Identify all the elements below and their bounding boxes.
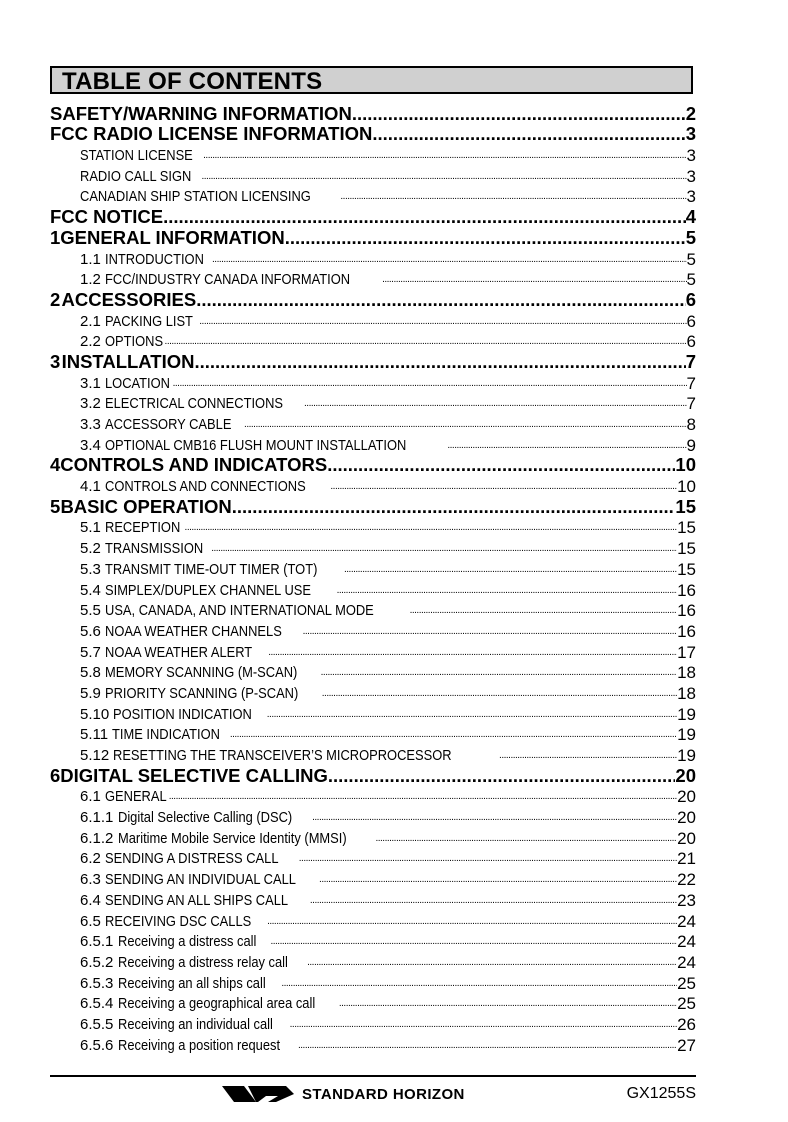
toc-entry-number: 5.5 [80, 602, 101, 620]
toc-entry-number: 6.1.2 [80, 829, 114, 847]
toc-entry-title: PACKING LIST [105, 312, 193, 330]
toc-entry-number: 6.3 [80, 871, 101, 889]
toc-entry-title: PRIORITY SCANNING (P-SCAN) [105, 684, 299, 702]
toc-entry[interactable] [50, 641, 696, 662]
toc-entry-page: 25 [677, 994, 696, 1014]
toc-leader-dots [303, 623, 677, 641]
toc-leader-dots [337, 582, 678, 600]
toc-leader-dots [307, 954, 677, 972]
toc-entry[interactable] [50, 662, 696, 683]
toc-entry-number: 6.5.3 [80, 974, 114, 992]
toc-leader-dots [375, 830, 677, 848]
toc-entry-number: 1.1 [80, 250, 101, 268]
toc-entry-title: ELECTRICAL CONNECTIONS [105, 395, 284, 413]
page-title: TABLE OF CONTENTS [62, 68, 323, 95]
brand-name: STANDARD HORIZON [302, 1085, 465, 1103]
toc-entry[interactable] [50, 579, 696, 600]
toc-leader-dots [201, 168, 686, 186]
toc-entry[interactable] [50, 868, 696, 889]
toc-leader-dots [312, 809, 677, 827]
toc-leader-dots [382, 271, 686, 289]
toc-entry-page: 18 [677, 663, 696, 683]
toc-entry[interactable] [50, 227, 696, 248]
toc-entry-page: 21 [677, 849, 696, 869]
toc-entry[interactable] [50, 703, 696, 724]
toc-entry[interactable] [50, 517, 696, 538]
toc-entry-title: Receiving a distress call [117, 933, 256, 951]
toc-entry[interactable] [50, 496, 696, 517]
toc-leader-dots [410, 602, 678, 620]
toc-entry-title: ACCESSORIES [61, 288, 197, 310]
toc-entry-title: CANADIAN SHIP STATION LICENSING [80, 188, 311, 206]
toc-entry[interactable] [50, 289, 696, 310]
toc-entry-page: 3 [686, 146, 696, 166]
toc-entry[interactable] [50, 413, 696, 434]
toc-entry-page: 3 [685, 123, 696, 145]
toc-entry[interactable] [50, 744, 696, 765]
toc-leader-dots [447, 437, 686, 455]
toc-entry[interactable] [50, 931, 696, 952]
toc-entry-title: SENDING A DISTRESS CALL [105, 850, 279, 868]
toc-leader-dots [268, 644, 677, 662]
toc-leader-dots [499, 747, 677, 765]
toc-entry-page: 5 [686, 249, 696, 269]
toc-entry-page: 10 [677, 477, 696, 497]
toc-entry-page: 26 [677, 1014, 696, 1034]
toc-entry-title: RADIO CALL SIGN [80, 167, 192, 185]
toc-entry-number: 6.5.1 [80, 933, 114, 951]
toc-leader-dots [212, 251, 687, 269]
toc-leader-dots [298, 1037, 677, 1055]
toc-entry[interactable] [50, 455, 696, 476]
toc-entry-title: INSTALLATION [61, 350, 195, 372]
toc-leader-dots [328, 766, 676, 786]
toc-entry[interactable] [50, 144, 696, 165]
toc-entry-page: 3 [686, 187, 696, 207]
toc-leader-dots [372, 124, 685, 144]
toc-entry-title: CONTROLS AND INDICATORS [60, 454, 328, 476]
toc-entry[interactable] [50, 682, 696, 703]
toc-entry[interactable] [50, 827, 696, 848]
toc-entry[interactable] [50, 393, 696, 414]
toc-entry-page: 27 [677, 1035, 696, 1055]
toc-entry-title: Digital Selective Calling (DSC) [117, 809, 292, 827]
toc-leader-dots [169, 788, 677, 806]
toc-entry-number: 3 [50, 350, 61, 372]
toc-entry[interactable] [50, 206, 696, 227]
toc-entry-title: NOAA WEATHER ALERT [105, 643, 253, 661]
toc-entry-number: 5.3 [80, 560, 101, 578]
toc-entry-title: RESETTING THE TRANSCEIVER’S MICROPROCESSOR [113, 747, 452, 764]
toc-entry-number: 6.5.4 [80, 995, 114, 1013]
toc-entry[interactable] [50, 806, 696, 827]
toc-entry-title: LOCATION [105, 374, 171, 392]
toc-entry-page: 15 [677, 559, 696, 579]
toc-leader-dots [211, 540, 677, 558]
toc-entry-title: SIMPLEX/DUPLEX CHANNEL USE [105, 581, 312, 599]
toc-entry-number: 5.8 [80, 664, 101, 682]
toc-entry-title: SENDING AN INDIVIDUAL CALL [105, 871, 296, 889]
toc-entry-page: 24 [677, 911, 696, 931]
toc-leader-dots [339, 995, 677, 1013]
toc-entry-number: 5.6 [80, 622, 101, 640]
toc-entry-number: 3.4 [80, 436, 101, 454]
toc-entry-title: Receiving an all ships call [117, 974, 266, 992]
toc-entry-page: 15 [677, 518, 696, 538]
toc-entry-number: 6.1.1 [80, 809, 114, 827]
toc-entry-number: 4 [50, 454, 61, 476]
toc-entry-page: 24 [677, 932, 696, 952]
toc-entry-number: 2.2 [80, 333, 101, 351]
toc-entry-title: FCC NOTICE [50, 206, 164, 228]
toc-leader-dots [322, 685, 677, 703]
toc-entry-number: 6.1 [80, 788, 101, 806]
toc-entry-number: 6 [50, 764, 61, 786]
toc-leader-dots [299, 850, 677, 868]
toc-entry-page: 5 [686, 270, 696, 290]
toc-entry-title: RECEIVING DSC CALLS [105, 912, 252, 930]
toc-entry[interactable] [50, 186, 696, 207]
toc-entry[interactable] [50, 786, 696, 807]
toc-leader-dots [194, 352, 685, 372]
toc-entry-title: Maritime Mobile Service Identity (MMSI) [117, 829, 347, 847]
toc-entry[interactable] [50, 765, 696, 786]
model-number: GX1255S [626, 1085, 696, 1102]
toc-leader-dots [270, 933, 677, 951]
toc-entry-title: SAFETY/WARNING INFORMATION [50, 102, 352, 124]
toc-entry[interactable] [50, 972, 696, 993]
toc-entry[interactable] [50, 910, 696, 931]
toc-entry-page: 19 [677, 746, 696, 765]
toc-entry[interactable] [50, 124, 696, 145]
toc-entry-page: 15 [675, 495, 696, 517]
toc-entry-number: 4.1 [80, 478, 101, 496]
standard-horizon-logo-icon [222, 1084, 294, 1104]
toc-entry-page: 3 [686, 166, 696, 186]
toc-entry-title: USA, CANADA, AND INTERNATIONAL MODE [105, 602, 374, 620]
toc-entry[interactable] [50, 269, 696, 290]
toc-entry-title: INTRODUCTION [105, 250, 204, 268]
toc-entry-page: 8 [686, 415, 696, 434]
toc-entry-title: RECEPTION [105, 519, 181, 537]
toc-entry-page: 19 [677, 725, 696, 745]
toc-entry-page: 20 [677, 787, 696, 807]
toc-entry-page: 7 [685, 350, 696, 372]
toc-entry-number: 3.2 [80, 395, 101, 413]
toc-entry-title: GENERAL INFORMATION [60, 226, 285, 248]
toc-leader-dots [310, 892, 677, 910]
toc-entry[interactable] [50, 620, 696, 641]
footer-divider [50, 1075, 696, 1077]
toc-entry-page: 23 [677, 890, 696, 910]
toc-entry-number: 3.3 [80, 416, 101, 433]
toc-entry-page: 20 [677, 808, 696, 828]
toc-entry-page: 2 [685, 102, 696, 124]
toc-entry[interactable] [50, 537, 696, 558]
toc-entry[interactable] [50, 434, 696, 455]
toc-entry-page: 22 [677, 870, 696, 890]
toc-entry[interactable] [50, 848, 696, 869]
toc-entry-page: 24 [677, 952, 696, 972]
toc-entry-page: 19 [677, 704, 696, 724]
toc-entry[interactable] [50, 558, 696, 579]
toc-entry-title: FCC RADIO LICENSE INFORMATION [50, 123, 373, 145]
toc-entry-title: Receiving a distress relay call [117, 953, 288, 971]
toc-entry-number: 6.5.6 [80, 1036, 114, 1054]
toc-leader-dots [285, 228, 686, 248]
toc-entry-page: 16 [677, 580, 696, 600]
toc-entry-number: 5.10 [80, 705, 110, 723]
toc-leader-dots [321, 664, 677, 682]
toc-entry-page: 20 [677, 828, 696, 848]
toc-entry-title: TIME INDICATION [112, 726, 221, 744]
toc-leader-dots [340, 188, 686, 206]
toc-leader-dots [352, 104, 686, 124]
toc-entry-title: STATION LICENSE [80, 147, 193, 165]
toc-entry-page: 15 [677, 539, 696, 559]
toc-entry-title: FCC/INDUSTRY CANADA INFORMATION [105, 271, 351, 289]
toc-entry-page: 6 [686, 311, 696, 331]
toc-list [50, 103, 696, 1055]
toc-entry-number: 5.11 [80, 726, 109, 744]
toc-leader-dots [165, 333, 687, 351]
toc-entry[interactable] [50, 1034, 696, 1055]
toc-entry-number: 3.1 [80, 374, 101, 392]
toc-entry-page: 20 [675, 764, 696, 786]
toc-entry-number: 2 [50, 288, 61, 310]
toc-leader-dots [163, 207, 686, 227]
toc-entry-number: 6.5 [80, 912, 101, 930]
toc-entry-title: TRANSMISSION [105, 540, 204, 558]
toc-entry-page: 6 [685, 288, 696, 310]
toc-entry-title: BASIC OPERATION [60, 495, 232, 517]
toc-entry-title: GENERAL [105, 788, 167, 806]
toc-entry[interactable] [50, 165, 696, 186]
toc-entry-page: 4 [685, 206, 696, 228]
toc-entry-title: NOAA WEATHER CHANNELS [105, 622, 282, 640]
toc-entry-page: 16 [677, 621, 696, 641]
toc-leader-dots [267, 706, 677, 724]
toc-entry[interactable] [50, 351, 696, 372]
toc-entry-title: SENDING AN ALL SHIPS CALL [105, 891, 289, 909]
toc-entry-number: 5.7 [80, 643, 101, 661]
toc-entry-title: ACCESSORY CABLE [105, 416, 232, 433]
toc-entry-page: 10 [675, 454, 696, 476]
toc-entry-title: Receiving a geographical area call [117, 995, 315, 1013]
toc-entry-page: 16 [677, 601, 696, 621]
toc-entry-title: OPTIONAL CMB16 FLUSH MOUNT INSTALLATION [105, 436, 407, 454]
toc-entry[interactable] [50, 103, 696, 124]
toc-entry[interactable] [50, 331, 696, 352]
toc-leader-dots [173, 375, 687, 393]
toc-entry-page: 9 [686, 435, 696, 455]
toc-leader-dots [281, 975, 677, 993]
toc-leader-dots [196, 290, 686, 310]
toc-entry-number: 6.2 [80, 850, 101, 868]
toc-entry[interactable] [50, 1013, 696, 1034]
toc-leader-dots [344, 561, 677, 579]
toc-entry[interactable] [50, 475, 696, 496]
toc-leader-dots [319, 871, 677, 889]
toc-entry-page: 6 [686, 332, 696, 352]
toc-entry-page: 18 [677, 683, 696, 703]
toc-entry-number: 5.12 [80, 747, 110, 764]
brand-logo [222, 1082, 465, 1106]
toc-entry-page: 7 [686, 394, 696, 414]
toc-entry-page: 17 [677, 642, 696, 662]
toc-leader-dots [327, 455, 675, 475]
toc-entry-title: TRANSMIT TIME-OUT TIMER (TOT) [105, 560, 318, 578]
toc-leader-dots [230, 726, 677, 744]
toc-entry-title: POSITION INDICATION [113, 705, 253, 723]
toc-entry[interactable] [50, 724, 696, 745]
toc-entry-number: 5.9 [80, 684, 101, 702]
toc-entry-title: CONTROLS AND CONNECTIONS [105, 478, 306, 496]
toc-entry-page: 7 [686, 373, 696, 393]
toc-entry[interactable] [50, 248, 696, 269]
toc-leader-dots [203, 147, 686, 165]
toc-leader-dots [304, 395, 687, 413]
toc-entry-number: 6.5.2 [80, 953, 114, 971]
toc-entry-number: 5 [50, 495, 61, 517]
toc-entry-number: 5.2 [80, 540, 101, 558]
toc-leader-dots [185, 519, 678, 537]
toc-leader-dots [199, 313, 686, 331]
toc-entry[interactable] [50, 889, 696, 910]
toc-entry-title: MEMORY SCANNING (M-SCAN) [105, 664, 298, 682]
toc-entry-title: Receiving a position request [117, 1036, 280, 1054]
toc-leader-dots [290, 1016, 677, 1034]
toc-entry[interactable] [50, 993, 696, 1014]
toc-entry-page: 5 [685, 226, 696, 248]
toc-entry-title: OPTIONS [105, 333, 164, 351]
toc-entry-page: 25 [677, 973, 696, 993]
toc-leader-dots [330, 478, 677, 496]
toc-entry-number: 2.1 [80, 312, 101, 330]
toc-entry[interactable] [50, 951, 696, 972]
toc-entry-number: 6.5.5 [80, 1015, 114, 1033]
toc-entry[interactable] [50, 600, 696, 621]
toc-entry-number: 5.4 [80, 581, 101, 599]
toc-leader-dots [244, 416, 686, 434]
toc-entry-number: 5.1 [80, 519, 101, 537]
toc-leader-dots [232, 497, 676, 517]
toc-entry-title: DIGITAL SELECTIVE CALLING [60, 764, 328, 786]
toc-entry-number: 6.4 [80, 891, 101, 909]
toc-entry[interactable] [50, 372, 696, 393]
toc-entry[interactable] [50, 310, 696, 331]
toc-entry-number: 1.2 [80, 271, 101, 289]
page-footer [50, 1082, 696, 1106]
toc-entry-title: Receiving an individual call [117, 1015, 273, 1033]
toc-entry-number: 1 [50, 226, 61, 248]
page-title-box [50, 66, 693, 94]
toc-leader-dots [267, 913, 677, 931]
